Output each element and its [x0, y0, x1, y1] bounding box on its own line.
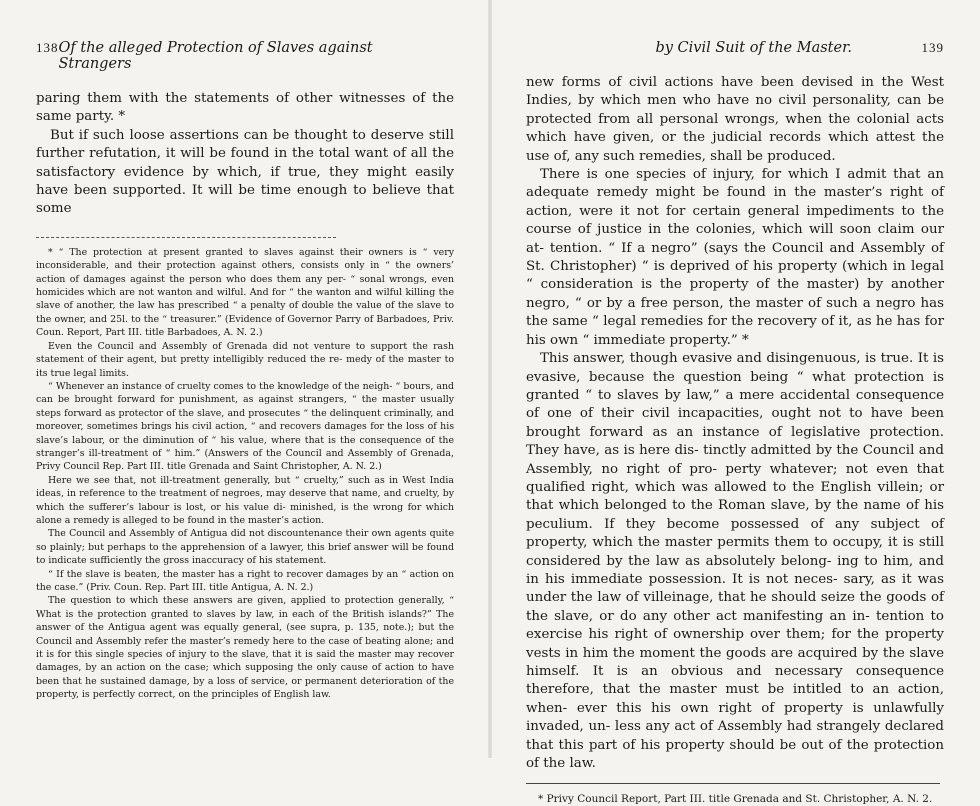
right-page — [490, 0, 980, 806]
footnote-paragraph: “ If the slave is beaten, the master has a right to recover damages by an “ action on the case.” (Priv. Coun. Rep. Part III. title Antigua, A. N. 2.) — [36, 568, 454, 593]
footnote-paragraph: The Council and Assembly of Antigua did not discountenance their own agents quite so plainly; but perhaps to the apprehension of a lawyer, this brief answer will be found to indicate sufficiently the gross inaccuracy of his statement. — [36, 528, 454, 567]
right-footnote — [526, 792, 944, 806]
footnote-paragraph: Even the Council and Assembly of Grenada did not venture to support the rash statement of their agent, but pretty intelligibly reduced the re- medy of the master to its true legal limits. — [36, 340, 454, 379]
left-body-text — [36, 90, 454, 219]
body-paragraph: paring them with the statements of other witnesses of the same party. * — [36, 91, 454, 125]
body-paragraph: This answer, though evasive and disingenuous, is true. It is evasive, because the question being “ what protection is granted “ to slaves by law,” a mere accidental consequence of one of their civil incapacities, ought not to have been brought forward as an instance of legislative protection. They have, as is here dis- tinctly admitted by the Council and Assembly, no right of pro- perty whatever; not even that qualified right, which was allowed to the English villein; or that which belonged to the Roman slave, by the name of his peculium. If they become possessed of any subject of property, which the master permits them to occupy, it is still considered by the law as absolutely belong- ing to him, and in his immediate possession. It is not neces- sary, as it was under the law of villeinage, that he should seize the goods of the slave, or do any other act manifesting an in- tention to exercise his right of ownership over them; for the property vests in him the moment the goods are acquired by the slave himself. It is an obvious and necessary consequence therefore, that the master must be intitled to an action, when- ever this his own right of property is unlawfully invaded, un- less any act of Assembly had strangely declared that this part of his property should be out of the protection of the law. — [526, 351, 944, 772]
body-paragraph: new forms of civil actions have been devised in the West Indies, by which men who have no civil personality, can be protected from all personal wrongs, when the colonial acts which have given, or the judicial records which attest the use of, any such remedies, shall be produced. — [526, 75, 944, 164]
right-page-number: 139 — [921, 40, 944, 55]
left-page-header — [36, 40, 454, 72]
body-paragraph: But if such loose assertions can be thought to deserve still further refutation, it will be found in the total want of all the satisfactory evidence by which, if true, they might easily have been supported. It will be time enough to believe that some — [36, 127, 454, 217]
left-running-title: Of the alleged Protection of Slaves against Strangers — [58, 40, 373, 72]
footnote-paragraph: * “ The protection at present granted to slaves against their owners is “ very inconsiderable, and their protection against others, consists only in “ the owners’ action of damages against the person who does them any per- “ sonal wrongs, even homicides which are not wanton and wilful. And for “ the wanton and wilful killing the slave of another, the law has prescribed “ a penalty of double the value of the slave to the owner, and 25l. to the “ treasurer.” (Evidence of Governor Parry of Barbadoes, Priv. Coun. Report, Part III. title Barbadoes, A. N. 2.) — [36, 246, 454, 339]
footnote-paragraph: “ Whenever an instance of cruelty comes to the knowledge of the neigh- “ bours, and can be brought forward for punishment, as against strangers, “ the master usually steps forward as protector of the slave, and prosecutes “ the delinquent criminally, and moreover, sometimes brings his civil action, “ and recovers damages for the loss of his slave’s labour, or the diminution of “ his value, where that is the consequence of the stranger’s ill-treatment of “ him.” (Answers of the Council and Assembly of Grenada, Privy Council Rep. Part III. title Grenada and Saint Christopher, A. N. 2.) — [36, 380, 454, 473]
footnote-divider — [36, 237, 336, 238]
right-running-title: by Civil Suit of the Master. — [655, 40, 853, 56]
footnote-divider — [526, 783, 940, 784]
right-body-text — [526, 74, 944, 773]
left-page-number: 138 — [36, 40, 59, 55]
footnote-paragraph: Here we see that, not ill-treatment generally, but “ cruelty,” such as in West India ideas, in reference to the treatment of negroes, may deserve that name, and cruelty, by which the sufferer’s labour is lost, or his value di- minished, is the wrong for which alone a remedy is alleged to be found in the master’s action. — [36, 474, 454, 526]
footnote-paragraph: The question to which these answers are given, applied to protection generally, “ What is the protection granted to slaves by law, in each of the British islands?” The answer of the Antigua agent was equally general, (see supra, p. 135, note.); but the Council and Assembly refer the master’s remedy here to the case of beating alone; and it is for this single species of injury to the slave, that it is said the master may recover damages, by an action on the case; which supposing the only cause of action to have been that he sustained damage, by a loss of service, or permanent deterioration of the property, is perfectly correct, on the principles of English law. — [36, 595, 454, 701]
left-page — [0, 0, 490, 758]
body-paragraph: There is one species of injury, for which I admit that an adequate remedy might be found in the master’s right of action, were it not for certain general impediments to the course of justice in the colonies, which will soon claim our at- tention. “ If a negro” (says the Council and Assembly of St. Christopher) “ is deprived of his property (which in legal “ consideration is the property of the master) by another negro, “ or by a free person, the master of such a negro has the same “ legal remedies for the recovery of it, as he has for his own “ immediate property.” * — [526, 167, 944, 348]
left-footnotes — [36, 246, 454, 702]
right-page-header — [526, 40, 944, 56]
footnote-paragraph: * Privy Council Report, Part III. title Grenada and St. Christopher, A. N. 2. — [538, 793, 933, 806]
